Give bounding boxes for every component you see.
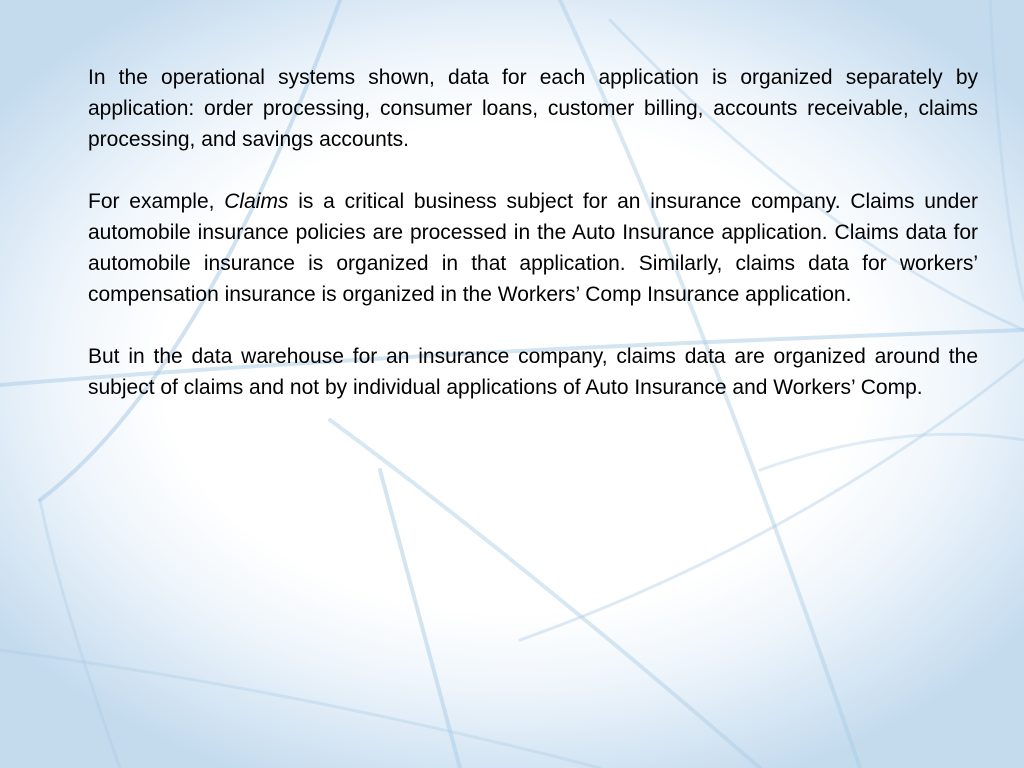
text-content xyxy=(88,62,978,403)
grid-line-11 xyxy=(990,0,1024,300)
grid-line-9 xyxy=(760,434,1024,470)
claims-example-prefix: For example, xyxy=(88,190,225,213)
grid-line-5 xyxy=(330,420,760,768)
claims-example-suffix: is a critical business subject for an insurance company. Claims under automobile insurance policies are processed in the Auto Insurance application. Claims data for automobile insurance is organized in that application. Similarly, claims data for workers’ compensation insurance is organized in the Workers’ Comp Insurance application. xyxy=(88,190,978,306)
paragraph-operational-systems: In the operational systems shown, data for each application is organized separately by application: order processing, consumer loans, customer billing, accounts receivable, claims processing, and savings accounts. xyxy=(88,66,978,151)
paragraph-data-warehouse: But in the data warehouse for an insurance company, claims data are organized around the subject of claims and not by individual applications of Auto Insurance and Workers’ Comp. xyxy=(88,345,978,399)
grid-line-7 xyxy=(0,650,600,768)
paragraph-claims-example xyxy=(88,186,978,310)
claims-emphasis: Claims xyxy=(224,190,289,213)
grid-line-10 xyxy=(40,500,120,768)
